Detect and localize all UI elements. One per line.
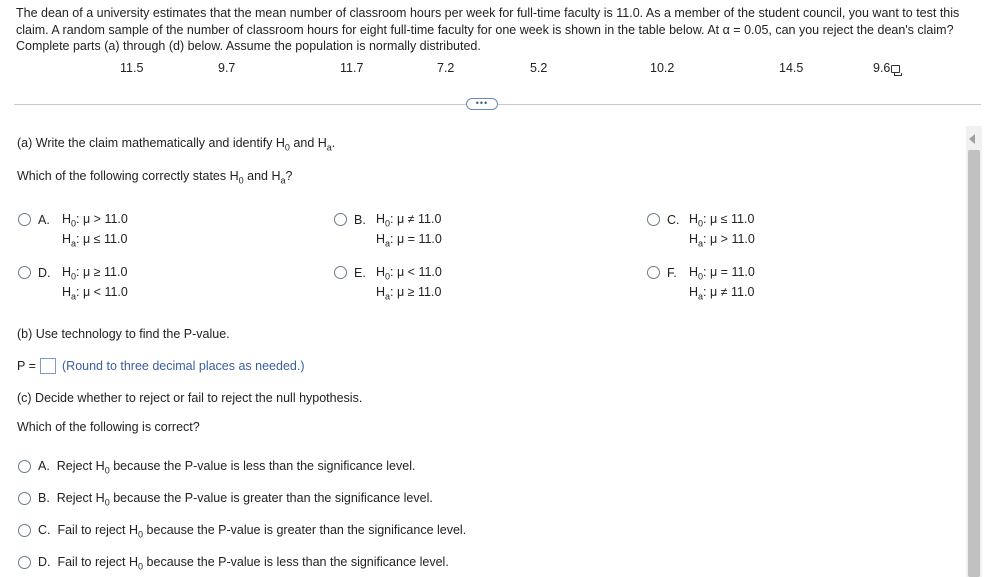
copy-data-icon[interactable]: [891, 65, 900, 73]
option-b-ha: $H_a$: μ = 11.0: [376, 232, 442, 249]
decision-d-label: D. Fail to reject $H_0$ because the P-value is less than the significance level.: [38, 555, 449, 572]
scroll-up-arrow-icon[interactable]: [969, 134, 975, 144]
option-d-h0: $H_0$: μ ≥ 11.0: [62, 265, 128, 282]
vertical-scrollbar[interactable]: [966, 126, 982, 577]
scroll-thumb[interactable]: [968, 150, 980, 577]
p-value-label: P =: [17, 359, 36, 373]
option-c-ha: $H_a$: μ > 11.0: [689, 232, 755, 249]
part-a-question: Which of the following correctly states $H_0$ and $H_a$?: [17, 169, 293, 186]
option-f-ha: $H_a$: μ ≠ 11.0: [689, 285, 755, 302]
decision-b-label: B. Reject $H_0$ because the P-value is greater than the significance level.: [38, 491, 433, 508]
option-letter: E.: [354, 266, 366, 280]
option-c-h0: $H_0$: μ ≤ 11.0: [689, 212, 755, 229]
problem-statement: The dean of a university estimates that the mean number of classroom hours per week for full-time faculty is 11.0. As a member of the student council, you want to test this claim. A random sample of the number of classroom hours for eight full-time faculty for one week is shown in the table below. At α = 0.05, can you reject the dean's claim? Complete parts (a) through (d) below. Assume the population is normally distributed.: [16, 6, 960, 53]
expand-button[interactable]: •••: [466, 98, 498, 110]
data-value: 9.7: [218, 61, 236, 75]
option-letter: C.: [667, 213, 680, 227]
part-a-prompt: (a) Write the claim mathematically and identify $H_0$ and $H_a$.: [17, 136, 336, 153]
option-a-ha: $H_a$: μ ≤ 11.0: [62, 232, 128, 249]
option-letter: F.: [667, 266, 677, 280]
option-c-radio[interactable]: [647, 213, 660, 226]
p-value-input[interactable]: [40, 358, 56, 374]
option-f-h0: $H_0$: μ = 11.0: [689, 265, 755, 282]
option-e-ha: $H_a$: μ ≥ 11.0: [376, 285, 442, 302]
decision-a-label: A. Reject $H_0$ because the P-value is less than the significance level.: [38, 459, 416, 476]
decision-c-label: C. Fail to reject $H_0$ because the P-value is greater than the significance level.: [38, 523, 467, 540]
data-value: 10.2: [650, 61, 675, 75]
option-d-ha: $H_a$: μ < 11.0: [62, 285, 128, 302]
decision-b-radio[interactable]: [18, 492, 31, 505]
data-value: 7.2: [437, 61, 455, 75]
part-c-prompt: (c) Decide whether to reject or fail to reject the null hypothesis.: [17, 391, 363, 405]
decision-d-radio[interactable]: [18, 556, 31, 569]
data-value: 14.5: [779, 61, 804, 75]
option-e-h0: $H_0$: μ < 11.0: [376, 265, 442, 282]
option-d-radio[interactable]: [18, 266, 31, 279]
part-c-question: Which of the following is correct?: [17, 420, 200, 434]
part-b-prompt: (b) Use technology to find the P-value.: [17, 327, 230, 341]
option-letter: D.: [38, 266, 51, 280]
option-f-radio[interactable]: [647, 266, 660, 279]
option-b-h0: $H_0$: μ ≠ 11.0: [376, 212, 442, 229]
decision-c-radio[interactable]: [18, 524, 31, 537]
data-value: 5.2: [530, 61, 548, 75]
option-b-radio[interactable]: [334, 213, 347, 226]
option-letter: A.: [38, 213, 50, 227]
option-letter: B.: [354, 213, 366, 227]
option-e-radio[interactable]: [334, 266, 347, 279]
data-value: 9.6: [873, 61, 900, 75]
rounding-hint: (Round to three decimal places as needed.): [62, 359, 305, 373]
data-value: 11.5: [120, 61, 144, 75]
decision-a-radio[interactable]: [18, 460, 31, 473]
option-a-radio[interactable]: [18, 213, 31, 226]
option-a-h0: $H_0$: μ > 11.0: [62, 212, 128, 229]
data-value: 11.7: [340, 61, 364, 75]
